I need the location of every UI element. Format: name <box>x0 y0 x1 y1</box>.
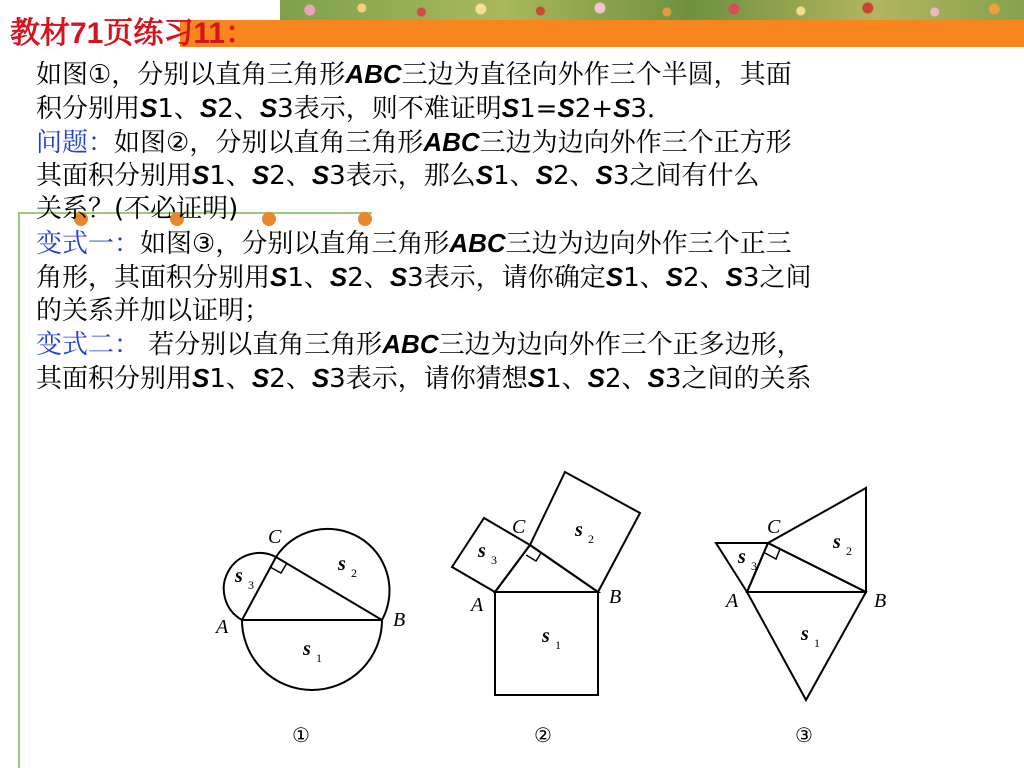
label-s1-sub: 1 <box>814 636 820 650</box>
label-s2: s <box>833 531 841 553</box>
label-s1-sub: 1 <box>555 638 561 652</box>
label-s3: s <box>478 540 486 562</box>
right-angle-mark <box>526 553 541 561</box>
label-a: A <box>216 616 229 638</box>
figure-1-semicircles <box>224 529 390 690</box>
caption-1: ① <box>292 725 310 747</box>
label-s1: s <box>542 625 550 647</box>
text-line-1: 如图①，分别以直角三角形ABC三边为直径向外作三个半圆，其面 <box>36 59 792 90</box>
caption-2: ② <box>534 725 552 747</box>
figure-3-triangles <box>716 488 866 700</box>
header-bar <box>180 20 1024 47</box>
slide-title: 教材71页练习11： <box>10 17 256 50</box>
text-line-8: 的关系并加以证明； <box>36 295 271 326</box>
text-line-3: 问题：如图②，分别以直角三角形ABC三边为边向外作三个正方形 <box>36 126 792 158</box>
label-b: B <box>874 590 887 612</box>
variant2-label: 变式二： <box>36 330 141 361</box>
label-s2: s <box>338 553 346 575</box>
label-s2-sub: 2 <box>588 532 594 546</box>
label-s3-sub: 3 <box>248 578 254 592</box>
text-line-7: 角形，其面积分别用S1、S2、S3表示，请你确定S1、S2、S3之间 <box>36 261 812 293</box>
label-s2-sub: 2 <box>846 544 852 558</box>
problem-text <box>36 58 1024 396</box>
label-a: A <box>471 594 484 616</box>
label-s2-sub: 2 <box>351 566 357 580</box>
flower-banner <box>280 0 1024 20</box>
frame-left-line <box>18 212 20 768</box>
figure-diagrams <box>200 470 900 760</box>
label-s3-sub: 3 <box>751 559 757 573</box>
label-c: C <box>512 516 526 538</box>
label-s1: s <box>801 623 809 645</box>
label-s1: s <box>303 638 311 660</box>
label-s3: s <box>738 546 746 568</box>
side-bc <box>276 557 382 620</box>
right-angle-mark <box>765 549 780 559</box>
text-line-4: 其面积分别用S1、S2、S3表示，那么S1、S2、S3之间有什么 <box>36 160 760 192</box>
figure-2-squares <box>452 472 640 695</box>
triangle-abc <box>495 545 598 592</box>
question-label: 问题： <box>36 127 115 158</box>
text-line-10: 其面积分别用S1、S2、S3表示，请你猜想S1、S2、S3之间的关系 <box>36 363 812 395</box>
label-s3: s <box>235 565 243 587</box>
label-b: B <box>609 586 622 608</box>
square-s2 <box>530 472 640 592</box>
text-line-9: 变式二： 若分别以直角三角形ABC三边为边向外作三个正多边形， <box>36 329 803 361</box>
triangle-s2 <box>768 488 866 592</box>
semicircle-s2 <box>276 529 389 620</box>
triangle-s1 <box>747 592 866 700</box>
label-s1-sub: 1 <box>316 651 322 665</box>
text-line-2: 积分别用S1、S2、S3表示，则不难证明S1=S2+S3． <box>36 92 673 124</box>
label-a: A <box>726 590 739 612</box>
label-c: C <box>767 516 781 538</box>
text-line-5: 关系？(不必证明) <box>36 194 239 225</box>
label-s2: s <box>575 519 583 541</box>
caption-3: ③ <box>795 725 813 747</box>
text-line-6: 变式一：如图③，分别以直角三角形ABC三边为边向外作三个正三 <box>36 227 792 259</box>
variant1-label: 变式一： <box>36 228 141 259</box>
semicircle-s1 <box>242 620 382 690</box>
label-b: B <box>393 609 406 631</box>
label-c: C <box>268 526 282 548</box>
label-s3-sub: 3 <box>491 553 497 567</box>
